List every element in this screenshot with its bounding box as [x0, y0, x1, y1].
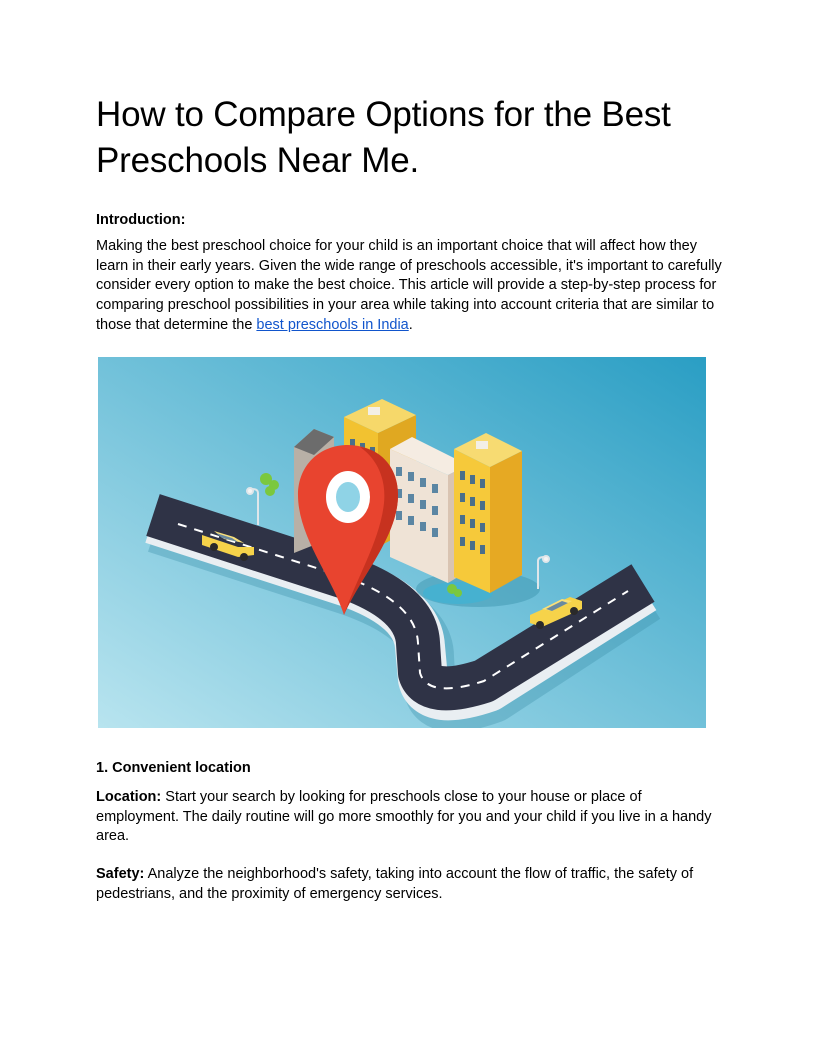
location-paragraph: [96, 788, 722, 847]
location-text: Start your search by looking for preschools close to your house or place of employment. The daily routine will go more smoothly for you and your child if you live in a handy area.: [96, 789, 712, 845]
document-page: [96, 92, 726, 902]
safety-label: Safety:: [96, 866, 145, 882]
roof-box-right: [476, 441, 488, 449]
intro-text-end: .: [408, 316, 413, 333]
intro-paragraph: [96, 237, 722, 336]
location-label: Location:: [96, 789, 162, 805]
best-preschools-link[interactable]: best preschools in India: [256, 316, 409, 333]
building-yellow-right-side: [490, 451, 522, 593]
location-pin-city-illustration: [98, 357, 706, 728]
safety-text: Analyze the neighborhood's safety, taking into account the flow of traffic, the safety of pedestrians, and the proximity of emergency services.: [96, 866, 694, 902]
intro-heading: Introduction:: [96, 212, 186, 228]
page-title: How to Compare Options for the Best Preschools Near Me.: [96, 95, 671, 180]
location-pin-hole-inner: [336, 482, 360, 512]
safety-paragraph: [96, 865, 722, 904]
section-heading: 1. Convenient location: [96, 760, 251, 776]
intro-text: Making the best preschool choice for your child is an important choice that will affect how they learn in their early years. Given the wide range of preschools accessible, it's important to carefully consider every option to make the best choice. This article will provide a step-by-step process for comparing preschool possibilities in your area while taking into account criteria that are similar to those that determine the: [96, 238, 722, 333]
roof-box: [368, 407, 380, 415]
